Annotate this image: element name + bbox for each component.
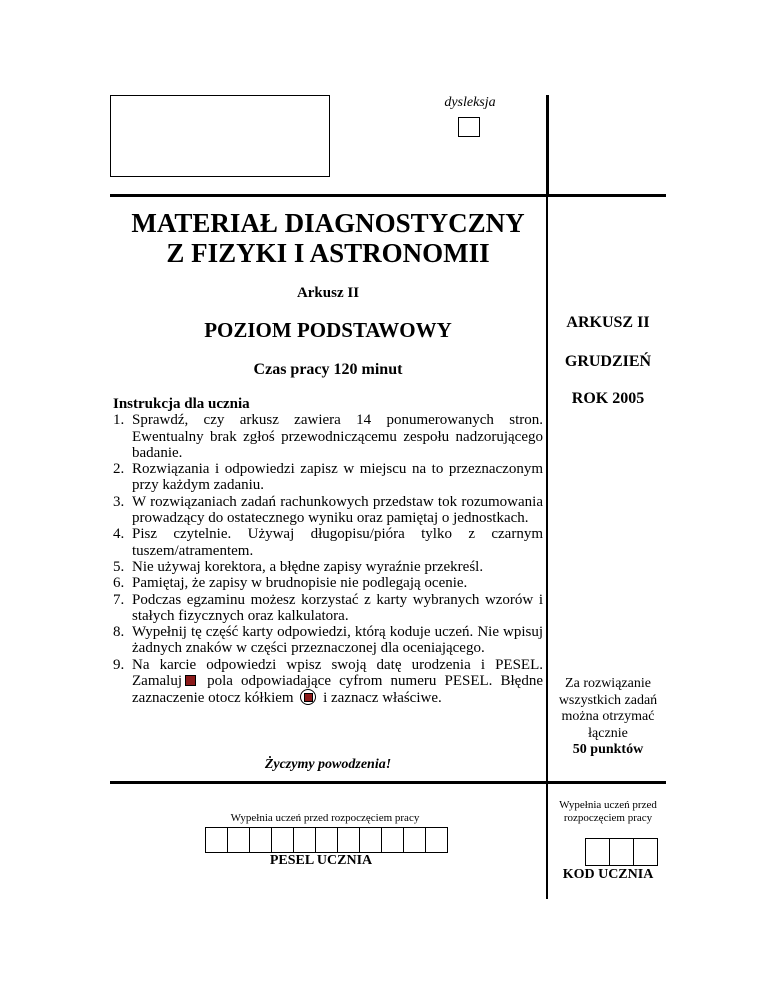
pesel-digit-box[interactable] xyxy=(249,827,272,853)
instruction-item xyxy=(113,657,543,707)
points-value: 50 punktów xyxy=(572,742,644,757)
instruction-item xyxy=(113,592,543,625)
level-label: POZIOM PODSTAWOWY xyxy=(204,318,452,342)
pesel-digit-box[interactable] xyxy=(205,827,228,853)
time-label: Czas pracy 120 minut xyxy=(253,361,403,378)
instruction-text: W rozwiązaniach zadań rachunkowych przedstaw tok rozumowania prowadzący do ostatecznego wyniku oraz pamiętaj o jednostkach. xyxy=(132,493,543,527)
divider-horizontal-bottom xyxy=(110,781,666,784)
sheet-label: ARKUSZ II xyxy=(566,314,650,331)
instruction-number: 9. xyxy=(113,656,125,673)
instructions xyxy=(113,396,543,707)
instruction-number: 5. xyxy=(113,558,125,575)
pesel-caption: Wypełnia uczeń przed rozpoczęciem pracy xyxy=(230,812,420,824)
instruction-text: Wypełnij tę część karty odpowiedzi, którą koduje uczeń. Nie wpisuj żadnych znaków w części przeznaczonej dla oceniającego. xyxy=(132,624,543,657)
instruction-number: 3. xyxy=(113,493,125,510)
year-label: ROK 2005 xyxy=(571,390,645,407)
instruction-text: Pamiętaj, że zapisy w brudnopisie nie podlegają ocenie. xyxy=(132,575,468,592)
instructions-heading: Instrukcja dla ucznia xyxy=(113,396,250,412)
instruction-text: Rozwiązania i odpowiedzi zapisz w miejscu na to przeznaczonym przy każdym zadaniu. xyxy=(132,461,543,494)
instructions-list xyxy=(113,412,543,706)
instruction-number: 6. xyxy=(113,575,125,592)
student-code-caption: Wypełnia uczeń przed rozpoczęciem pracy xyxy=(559,799,657,824)
circled-square-icon xyxy=(300,689,316,705)
instruction-item xyxy=(113,526,543,559)
good-luck-text: Życzymy powodzenia! xyxy=(264,757,392,772)
instruction-item xyxy=(113,624,543,657)
pesel-digit-box[interactable] xyxy=(271,827,294,853)
title-line-2: Z FIZYKI I ASTRONOMII xyxy=(166,238,490,268)
instruction-text-c: i zaznacz właściwe. xyxy=(319,690,442,707)
instruction-text: Nie używaj korektora, a błędne zapisy wyraźnie przekreśl. xyxy=(132,558,484,575)
divider-horizontal-top xyxy=(110,194,666,197)
title-line-1: MATERIAŁ DIAGNOSTYCZNY xyxy=(131,208,525,238)
instruction-item xyxy=(113,494,543,527)
instruction-number: 4. xyxy=(113,526,125,543)
points-info xyxy=(556,676,660,759)
student-code-box[interactable] xyxy=(585,838,610,866)
pesel-label: PESEL UCZNIA xyxy=(269,853,373,868)
pesel-input-grid xyxy=(206,827,448,853)
pesel-digit-box[interactable] xyxy=(381,827,404,853)
divider-vertical-top xyxy=(546,95,549,197)
student-code-box[interactable] xyxy=(633,838,658,866)
points-text: Za rozwiązanie wszystkich zadań można otrzymać łącznie xyxy=(558,676,658,741)
arkusz-label: Arkusz II xyxy=(296,285,360,301)
instruction-item xyxy=(113,559,543,575)
dysleksja-checkbox[interactable] xyxy=(458,117,480,137)
student-code-grid xyxy=(586,838,658,866)
student-code-label: KOD UCZNIA xyxy=(562,867,654,882)
instruction-item xyxy=(113,461,543,494)
dysleksja-label: dysleksja xyxy=(444,95,496,110)
pesel-digit-box[interactable] xyxy=(227,827,250,853)
instruction-item xyxy=(113,575,543,591)
pesel-digit-box[interactable] xyxy=(425,827,448,853)
pesel-digit-box[interactable] xyxy=(359,827,382,853)
instruction-number: 8. xyxy=(113,624,125,641)
pesel-digit-box[interactable] xyxy=(293,827,316,853)
instruction-text: Pisz czytelnie. Używaj długopisu/pióra tylko z czarnym tuszem/atramentem. xyxy=(132,526,543,559)
instruction-text: Podczas egzaminu możesz korzystać z karty wybranych wzorów i stałych fizycznych oraz kalkulatora. xyxy=(132,591,543,624)
page-title xyxy=(110,208,546,268)
student-code-box[interactable] xyxy=(609,838,634,866)
instruction-text: Sprawdź, czy arkusz zawiera 14 ponumerowanych stron. Ewentualny brak zgłoś przewodniczącemu zespołu nadzorującego badanie. xyxy=(132,412,543,461)
filled-square-icon xyxy=(185,675,196,686)
divider-vertical-middle xyxy=(546,197,548,782)
pesel-digit-box[interactable] xyxy=(315,827,338,853)
instruction-number: 1. xyxy=(113,412,125,429)
instruction-text-b: pola odpowiadające cyfrom numeru PESEL. Błędne zaznaczenie otocz kółkiem xyxy=(132,673,543,707)
pesel-digit-box[interactable] xyxy=(337,827,360,853)
instruction-number: 2. xyxy=(113,461,125,478)
instruction-text-a: Na karcie odpowiedzi wpisz swoją datę urodzenia i PESEL. Zamaluj xyxy=(132,656,543,690)
pesel-digit-box[interactable] xyxy=(403,827,426,853)
instruction-item xyxy=(113,412,543,461)
instruction-number: 7. xyxy=(113,591,125,608)
school-stamp-box xyxy=(110,95,330,177)
month-label: GRUDZIEŃ xyxy=(564,353,652,370)
